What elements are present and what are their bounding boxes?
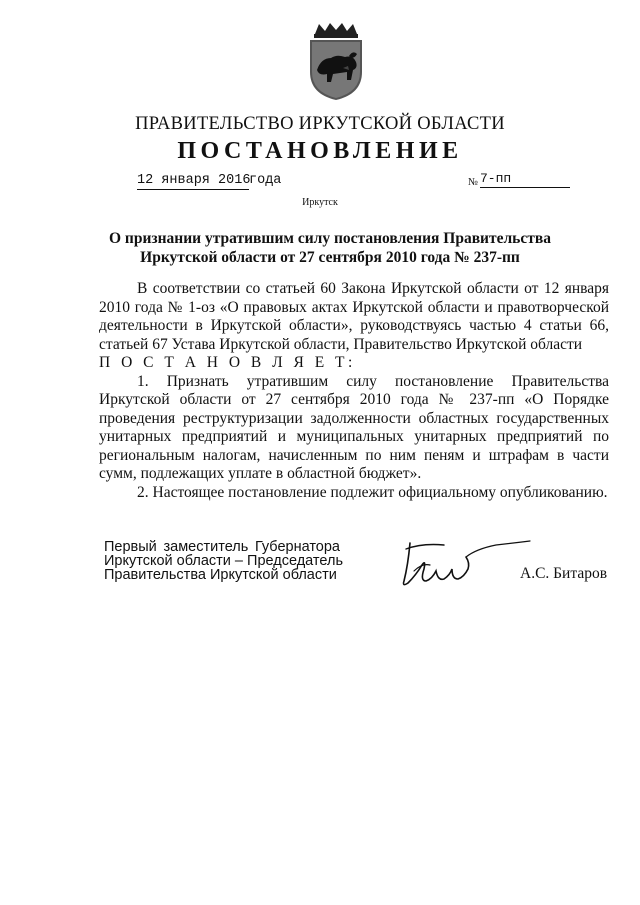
decree-word: П О С Т А Н О В Л Я Е Т: [99,354,356,371]
item-1-paragraph: 1. Признать утратившим силу постановление Правительства Иркутской области от 27 сентября 2010 года № 237-пп «О Порядке проведения реструктуризации задолженности областных государственных унитарных предприятий и муниципальных унитарных предприятий по региональным налогам, начисленным по ним пеням и штрафам в части сумм, подлежащих уплате в областной бюджет». [99,372,609,482]
document-title [60,229,600,267]
document-date: 12 января 2016 [137,173,251,188]
position-line: Первый заместитель Губернатора [104,539,340,555]
document-date-suffix: года [249,173,282,188]
document-title-line: Иркутской области от 27 сентября 2010 года № 237-пп [140,249,520,266]
preamble-paragraph: В соответствии со статьей 60 Закона Иркутской области от 12 января 2010 года № 1-оз «О правовых актах Иркутской области и правотворческой деятельности в Иркутской области», руководствуясь частью 4 статьи 66, статьей 67 Устава Иркутской области, Правительство Иркутской области [99,280,609,353]
document-title-line: О признании утратившим силу постановления Правительства [108,230,551,247]
handwritten-signature [392,535,532,595]
item-2-paragraph: 2. Настоящее постановление подлежит официальному опубликованию. [137,483,608,501]
city-name: Иркутск [302,197,338,208]
position-line: Иркутской области – Председатель [104,553,343,569]
signatory-name: А.С. Битаров [520,565,608,582]
document-body [99,280,609,502]
coat-of-arms-icon [303,22,369,102]
document-number: 7-пп [480,170,570,188]
government-name: ПРАВИТЕЛЬСТВО ИРКУТСКОЙ ОБЛАСТИ [135,114,505,134]
signatory-position [104,540,343,582]
position-line: Правительства Иркутской области [104,567,337,583]
number-sign: № [468,177,479,188]
document-type: ПОСТАНОВЛЕНИЕ [177,138,463,164]
